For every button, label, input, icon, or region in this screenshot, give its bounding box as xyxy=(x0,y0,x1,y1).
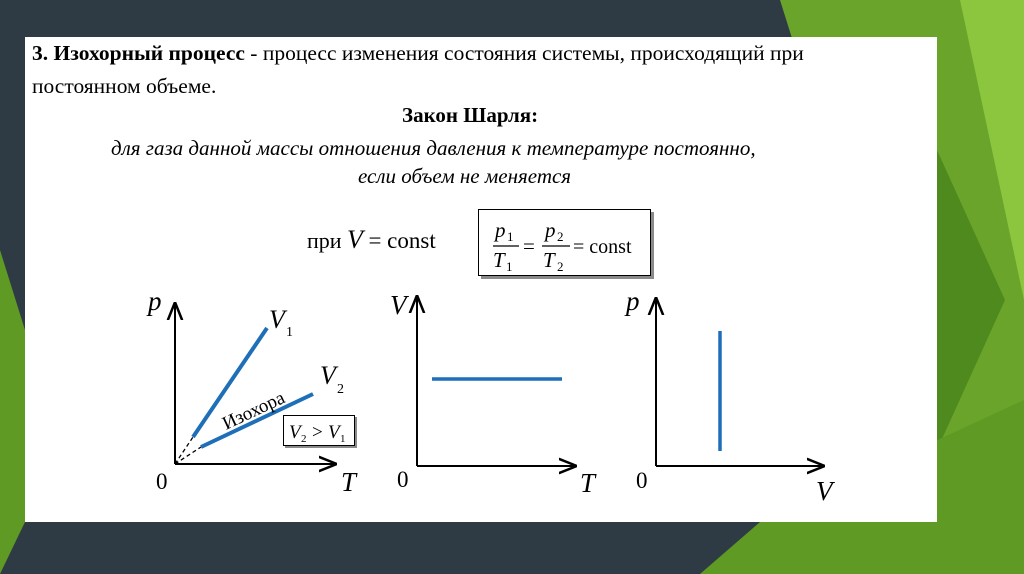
volume-comparison-box xyxy=(283,415,355,446)
v2-label-sub: 2 xyxy=(337,382,344,397)
volume-comparison xyxy=(284,416,356,447)
isochore-curve-label: Изохора xyxy=(219,387,289,435)
condition-variable: V xyxy=(347,225,363,254)
volume-comparison-v-right: V xyxy=(328,422,340,443)
v2-label: V xyxy=(320,361,336,390)
formula-equals: = xyxy=(523,234,535,258)
law-statement-2: если объем не меняется xyxy=(358,164,572,188)
formula-rhs: = const xyxy=(573,236,632,258)
graph-V-T xyxy=(390,290,597,498)
formula-num1: p xyxy=(495,218,506,242)
V-T-x-label: T xyxy=(580,468,596,498)
slide-content xyxy=(25,37,937,522)
V-T-y-label: V xyxy=(390,290,407,320)
p-V-x-label: V xyxy=(816,476,833,506)
heading-number: 3. xyxy=(32,41,49,65)
V-T-origin: 0 xyxy=(397,467,409,492)
volume-comparison-sub-left: 2 xyxy=(301,433,307,445)
law-title: Закон Шарля: xyxy=(402,103,539,127)
formula-num1-sub: 1 xyxy=(507,229,514,244)
graph-p-V xyxy=(624,286,836,506)
formula-den2: T xyxy=(543,248,555,272)
condition-prefix: при xyxy=(307,228,342,253)
v2-extrapolation xyxy=(175,447,201,464)
condition-rhs: = const xyxy=(368,228,436,253)
volume-comparison-sub-right: 1 xyxy=(340,433,346,445)
graph-p-T xyxy=(146,286,358,497)
heading-term: Изохорный процесс xyxy=(53,41,245,65)
formula-num2-sub: 2 xyxy=(557,229,564,244)
heading-dash: - xyxy=(250,41,258,65)
formula-den1: T xyxy=(493,248,505,272)
volume-comparison-v-left: V xyxy=(289,422,301,443)
p-V-y-label: p xyxy=(626,286,640,316)
isochoric-graphs xyxy=(25,37,937,522)
law-statement-1: для газа данной массы отношения давления к температуре постоянно, xyxy=(111,136,756,160)
v1-label-sub: 1 xyxy=(286,325,293,340)
p-T-origin: 0 xyxy=(156,469,168,494)
v1-label: V xyxy=(269,305,285,334)
p-T-y-label: p xyxy=(148,286,162,316)
heading-definition-2: постоянном объеме. xyxy=(32,74,217,98)
p-T-x-label: T xyxy=(341,467,357,497)
volume-comparison-op: > xyxy=(312,422,323,443)
v1-extrapolation xyxy=(175,437,193,464)
formula-den2-sub: 2 xyxy=(557,259,564,274)
formula-den1-sub: 1 xyxy=(506,259,513,274)
p-V-origin: 0 xyxy=(636,468,648,493)
heading-definition-1: процесс изменения состояния системы, происходящий при xyxy=(262,41,804,65)
formula-num2: p xyxy=(545,218,556,242)
